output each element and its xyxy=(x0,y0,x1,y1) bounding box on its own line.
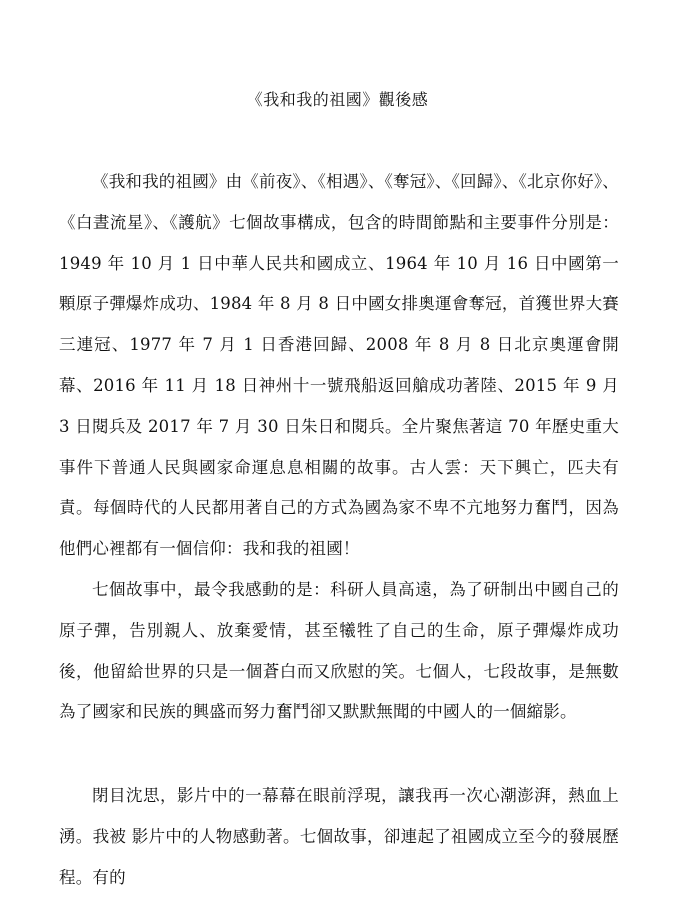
paragraph: 《我和我的祖國》由《前夜》、《相遇》、《奪冠》、《回歸》、《北京你好》、《白晝流星》、《護航》七個故事構成，包含的時間節點和主要事件分別是：1949 年 10 月 1 日中華人民共和國成立、1964 年 10 月 16 日中國第一顆原子彈爆炸成功、1984 年 8 月 8 日中國女排奧運會奪冠，首獲世界大賽三連冠、1977 年 7 月 1 日香港回歸、2008 年 8 月 8 日北京奧運會開幕、2016 年 11 月 18 日神州十一號飛船返回艙成功著陸、2015 年 9 月 3 日閱兵及 2017 年 7 月 30 日朱日和閱兵。全片聚焦著這 70 年歷史重大事件下普通人民與國家命運息息相關的故事。古人雲：天下興亡，匹夫有責。每個時代的人民都用著自己的方式為國為家不卑不亢地努力奮鬥，因為他們心裡都有一個信仰：我和我的祖國！ xyxy=(59,172,619,559)
paragraph: 七個故事中，最令我感動的是：科研人員高遠，為了研制出中國自己的原子彈，告別親人、放棄愛情，甚至犧牲了自己的生命，原子彈爆炸成功後，他留給世界的只是一個蒼白而又欣慰的笑。七個人，七段故事，是無數為了國家和民族的興盛而努力奮鬥卻又默默無聞的中國人的一個縮影。 xyxy=(59,580,619,722)
paragraph: 閉目沈思，影片中的一幕幕在眼前浮現，讓我再一次心潮澎湃，熱血上湧。我被 影片中的人物感動著。七個故事，卻連起了祖國成立至今的發展歷程。有的 xyxy=(59,786,619,887)
document-title: 《我和我的祖國》觀後感 xyxy=(246,90,429,109)
